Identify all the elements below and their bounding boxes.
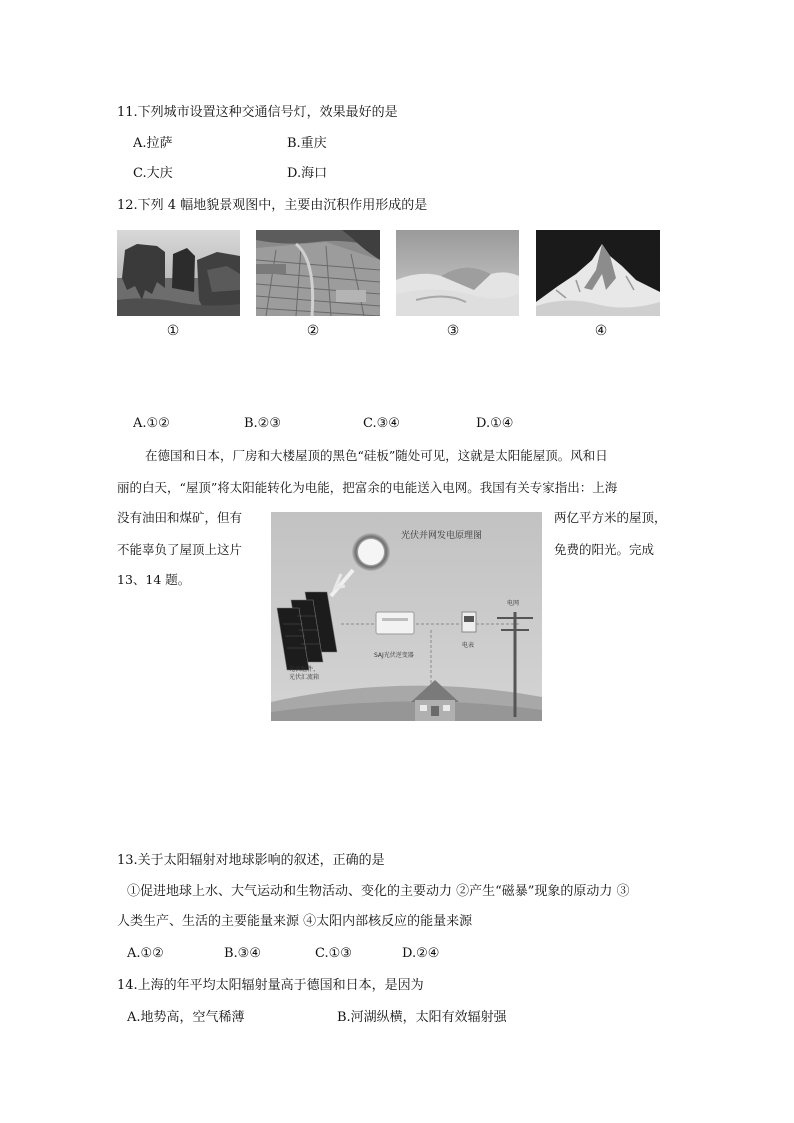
- photo-caption-2: ②: [306, 323, 320, 339]
- q13-option-c: C.①③: [315, 946, 352, 961]
- diagram-title: 光伏并网发电原理图: [401, 531, 483, 541]
- q14-option-b: B.河湖纵横，太阳有效辐射强: [337, 1010, 507, 1025]
- landform-photo-4: [536, 230, 660, 316]
- q13-option-d: D.②④: [402, 946, 440, 961]
- q13-option-b: B.③④: [224, 946, 261, 961]
- passage-line-1: 在德国和日本，厂房和大楼屋顶的黑色“硅板”随处可见，这就是太阳能屋顶。风和日: [145, 448, 608, 463]
- q12-option-c: C.③④: [363, 416, 400, 431]
- q11-option-d: D.海口: [287, 166, 328, 181]
- q13-stem: 13.关于太阳辐射对地球影响的叙述，正确的是: [117, 853, 385, 868]
- passage-line-4-left: 不能辜负了屋顶上这片: [117, 542, 243, 557]
- q11-stem: 11.下列城市设置这种交通信号灯，效果最好的是: [117, 105, 398, 120]
- passage-line-3-right: 两亿平方米的屋顶，: [554, 510, 667, 525]
- diagram-meter-label: 电表: [462, 642, 475, 649]
- q12-stem: 12.下列 4 幅地貌景观图中，主要由沉积作用形成的是: [117, 198, 428, 213]
- q11-option-c: C.大庆: [133, 166, 173, 181]
- landform-photo-3: [396, 230, 519, 316]
- diagram-panel-label-1: 光伏组件、: [289, 666, 320, 673]
- landform-photo-2: [256, 230, 380, 316]
- q12-option-a: A.①②: [133, 416, 170, 431]
- passage-line-2: 丽的白天，“屋顶”将太阳能转化为电能，把富余的电能送入电网。我国有关专家指出：上海: [117, 480, 618, 495]
- q12-option-b: B.②③: [244, 416, 281, 431]
- passage-line-4-right: 免费的阳光。完成: [554, 542, 655, 557]
- landform-photo-1: [117, 230, 240, 316]
- q11-option-a: A.拉萨: [133, 136, 173, 151]
- q14-option-a: A.地势高，空气稀薄: [127, 1010, 245, 1025]
- photo-caption-4: ④: [594, 323, 608, 339]
- q13-statements-line-2: 人类生产、生活的主要能量来源 ④太阳内部核反应的能量来源: [117, 914, 473, 929]
- q14-stem: 14.上海的年平均太阳辐射量高于德国和日本，是因为: [117, 978, 424, 993]
- diagram-panel-label-2: 光伏汇流箱: [289, 674, 320, 681]
- diagram-grid-label: 电网: [507, 600, 520, 607]
- passage-line-3-left: 没有油田和煤矿，但有: [117, 510, 243, 525]
- q13-option-a: A.①②: [127, 946, 164, 961]
- q11-option-b: B.重庆: [287, 136, 327, 151]
- photo-caption-1: ①: [166, 323, 180, 339]
- q13-statements-line-1: ①促进地球上水、大气运动和生物活动、变化的主要动力 ②产生“磁暴”现象的原动力 ③: [127, 884, 630, 899]
- photo-caption-3: ③: [446, 323, 460, 339]
- pv-grid-diagram: [271, 512, 542, 721]
- diagram-inverter-label: SAJ光伏逆变器: [374, 652, 414, 659]
- q12-option-d: D.①④: [476, 416, 514, 431]
- passage-line-5: 13、14 题。: [117, 572, 191, 587]
